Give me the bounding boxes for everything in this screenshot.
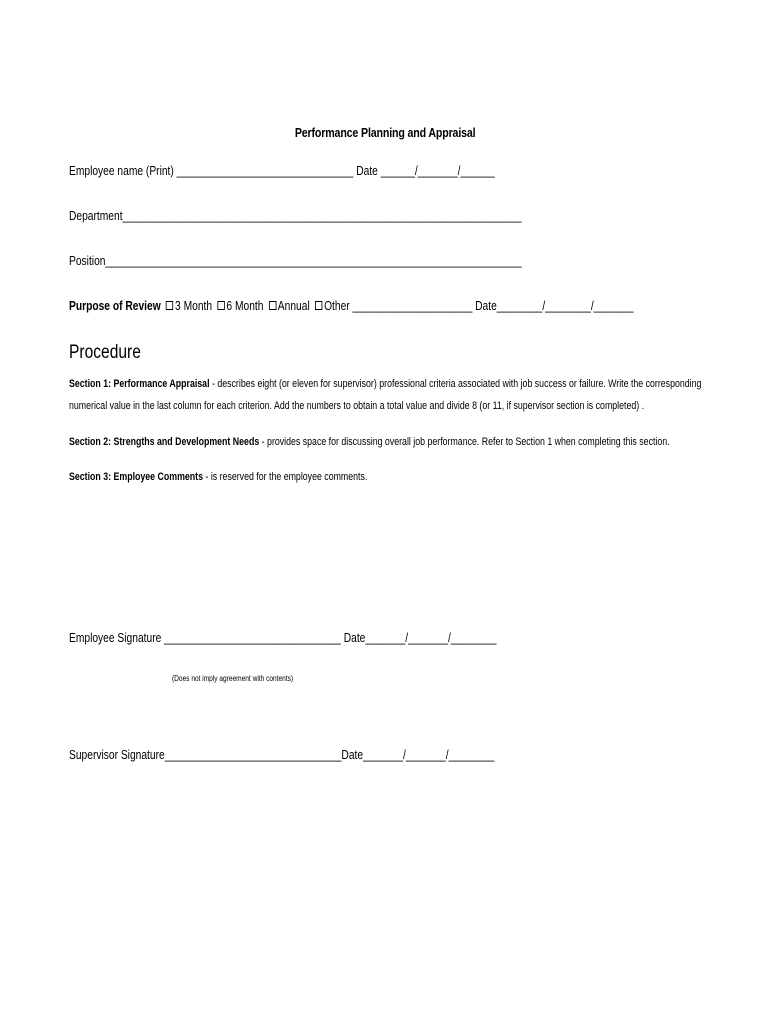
purpose-option-3-month: 3 Month [175,299,213,313]
section-3-label: Section 3: Employee Comments [69,471,203,483]
supervisor-signature-field[interactable]: Supervisor Signature_______________________________Date_______/_______/________ [69,748,495,762]
employee-name-field[interactable]: Employee name (Print) _______________________________ Date ______/_______/______ [69,164,495,178]
purpose-of-review-row [69,299,758,313]
section-2-label: Section 2: Strengths and Development Needs [69,436,260,448]
purpose-label: Purpose of Review [69,299,161,313]
department-field[interactable]: Department______________________________________________________________________ [69,209,522,223]
signature-disclaimer: (Does not imply agreement with contents) [172,674,294,683]
section-3-description: Section 3: Employee Comments - is reserved for the employee comments. [69,471,368,483]
checkbox-3-month[interactable] [166,301,173,310]
procedure-heading: Procedure [69,342,141,363]
section-1-description: Section 1: Performance Appraisal - describes eight (or eleven for supervisor) professional criteria associated with job success or failure. Write the corresponding numerical value in the last column for each criterion. Add the numbers to obtain a total value and divide 8 (or 11, if supervisor section is completed) . [69,378,702,412]
document-title: Performance Planning and Appraisal [294,125,476,140]
checkbox-other[interactable] [315,301,322,310]
section-2-description: Section 2: Strengths and Development Needs - provides space for discussing overall job performance. Refer to Section 1 when completing this section. [69,436,670,448]
purpose-option-6-month: 6 Month [226,299,264,313]
employee-signature-field[interactable]: Employee Signature _______________________________ Date_______/_______/________ [69,631,497,645]
checkbox-6-month[interactable] [217,301,224,310]
purpose-option-annual: Annual [277,299,310,313]
purpose-option-other: Other _____________________ Date________/________/_______ [324,299,634,313]
section-1-label: Section 1: Performance Appraisal [69,378,210,390]
position-field[interactable]: Position_________________________________________________________________________ [69,254,522,268]
checkbox-annual[interactable] [269,301,276,310]
